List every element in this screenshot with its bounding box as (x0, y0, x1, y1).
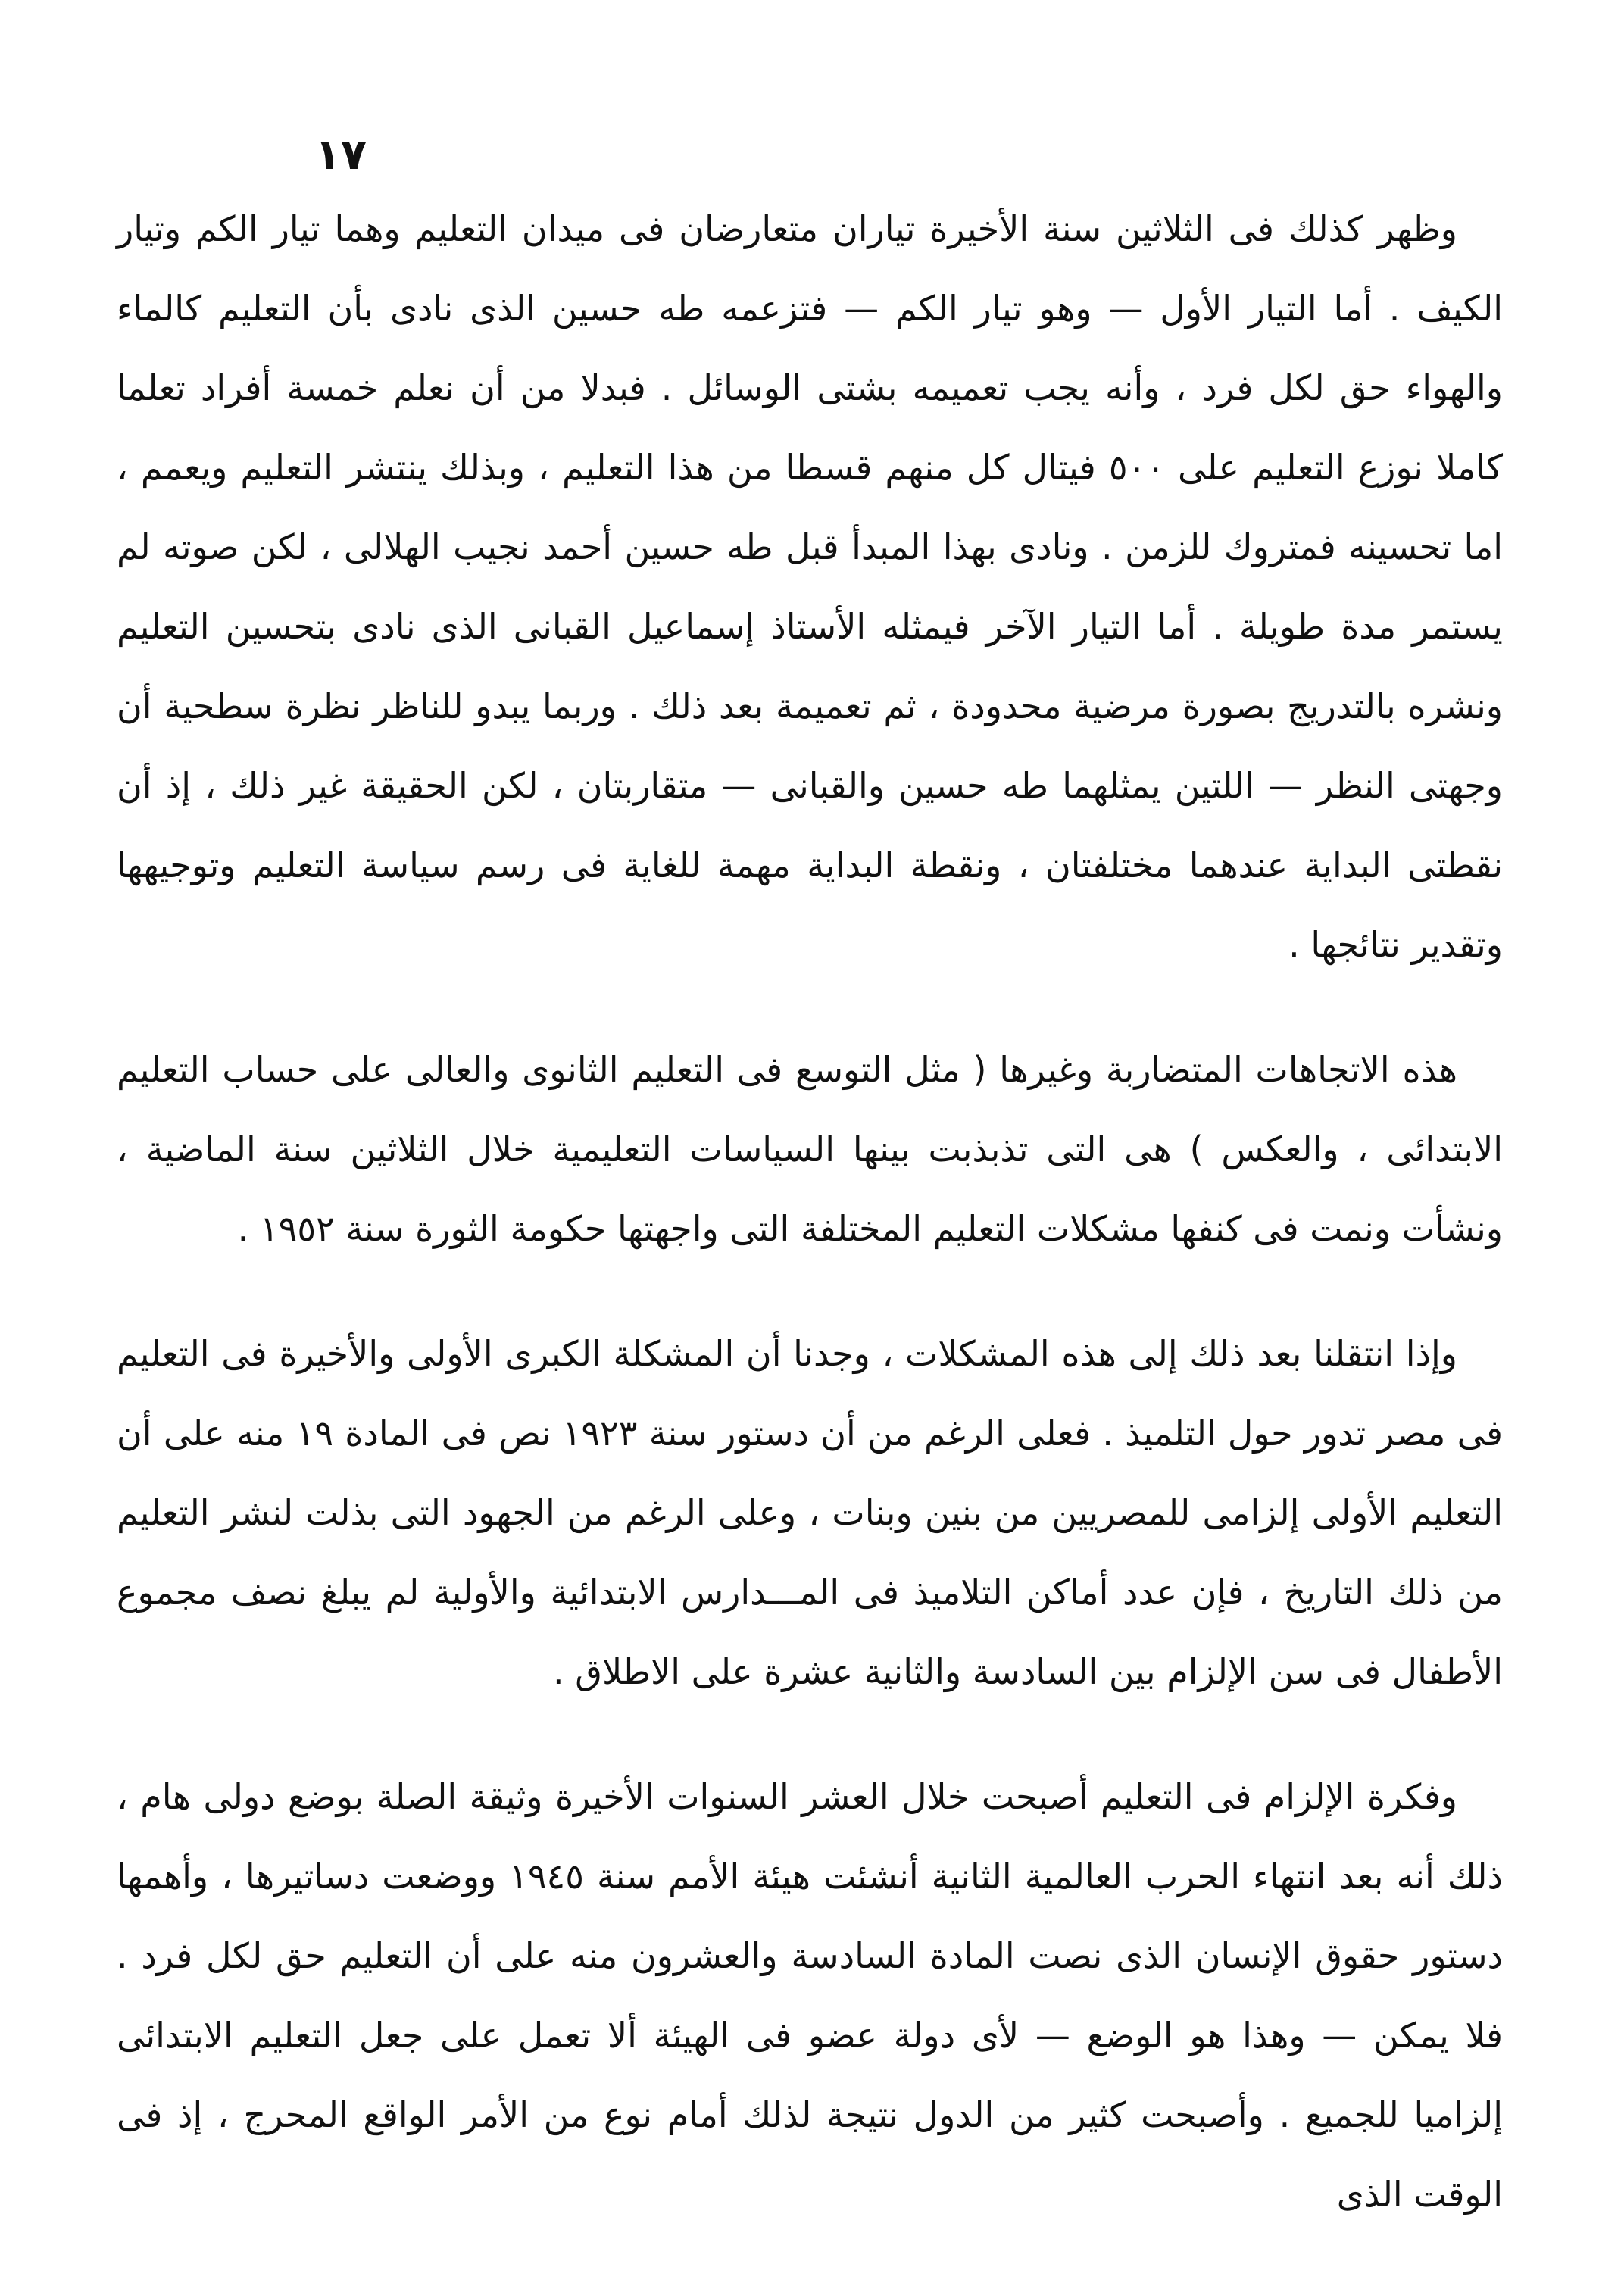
paragraph-2: هذه الاتجاهات المتضاربة وغيرها ( مثل التوسع فى التعليم الثانوى والعالى على حساب التعليم الابتدائى ، والعكس ) هى التى تذبذبت بينها السياسات التعليمية خلال الثلاثين سنة الماضية ، ونشأت ونمت فى كنفها مشكلات التعليم المختلفة التى واجهتها حكومة الثورة سنة ١٩٥٢ . (117, 1049, 1503, 1249)
page-number: ١٧ (314, 130, 367, 180)
paragraph-4: وفكرة الإلزام فى التعليم أصبحت خلال العشر السنوات الأخيرة وثيقة الصلة بوضع دولى هام ، ذلك أنه بعد انتهاء الحرب العالمية الثانية أنشئت هيئة الأمم سنة ١٩٤٥ ووضعت دساتيرها ، وأهمها دستور حقوق الإنسان الذى نصت المادة السادسة والعشرون منه على أن التعليم حق لكل فرد . فلا يمكن — وهذا هو الوضع — لأى دولة عضو فى الهيئة ألا تعمل على جعل التعليم الابتدائى إلزاميا للجميع . وأصبحت كثير من الدول نتيجة لذلك أمام نوع من الأمر الواقع المحرج ، إذ فى الوقت الذى (117, 1776, 1503, 2215)
body-text (117, 189, 1503, 2234)
paragraph-1: وظهر كذلك فى الثلاثين سنة الأخيرة تياران متعارضان فى ميدان التعليم وهما تيار الكم وتيار الكيف . أما التيار الأول — وهو تيار الكم — فتزعمه طه حسين الذى نادى بأن التعليم كالماء والهواء حق لكل فرد ، وأنه يجب تعميمه بشتى الوسائل . فبدلا من أن نعلم خمسة أفراد تعلما كاملا نوزع التعليم على ٥٠٠ فيتال كل منهم قسطا من هذا التعليم ، وبذلك ينتشر التعليم ويعمم ، اما تحسينه فمتروك للزمن . وناد‌ى بهذا المبدأ قبل طه حسين أحمد نجيب الهلالى ، لكن صوته لم يستمر مدة طويلة . أما التيار الآخر فيمثله الأستاذ إسماعيل القبانى الذى نادى بتحسين التعليم ونشره بالتدريج بصورة مرضية محدودة ، ثم تعميمة بعد ذلك . وربما يبدو للناظر نظرة سطحية أن وجهتى النظر — اللتين يمثلهما طه حسين والقبانى — متقاربتان ، لكن الحقيقة غير ذلك ، إذ أن نقطتى البداية عندهما مختلفتان ، ونقطة البداية مهمة للغاية فى رسم سياسة التعليم وتوجيهها وتقدير نتائجها . (117, 208, 1503, 965)
paragraph-3: وإذا انتقلنا بعد ذلك إلى هذه المشكلات ، وجدنا أن المشكلة الكبرى الأولى والأخيرة فى التعليم فى مصر تدور حول التلميذ . فعلى الرغم من أن دستور سنة ١٩٢٣ نص فى المادة ١٩ منه على أن التعليم الأولى إلزامى للمصريين من بنين وبنات ، وعلى الرغم من الجهود التى بذلت لنشر التعليم من ذلك التاريخ ، فإن عدد أماكن التلاميذ فى المـــدارس الابتدائية والأولية لم يبلغ نصف مجموع الأطفال فى سن الإلزام بين السادسة والثانية عشرة على الاطلاق . (117, 1333, 1503, 1692)
